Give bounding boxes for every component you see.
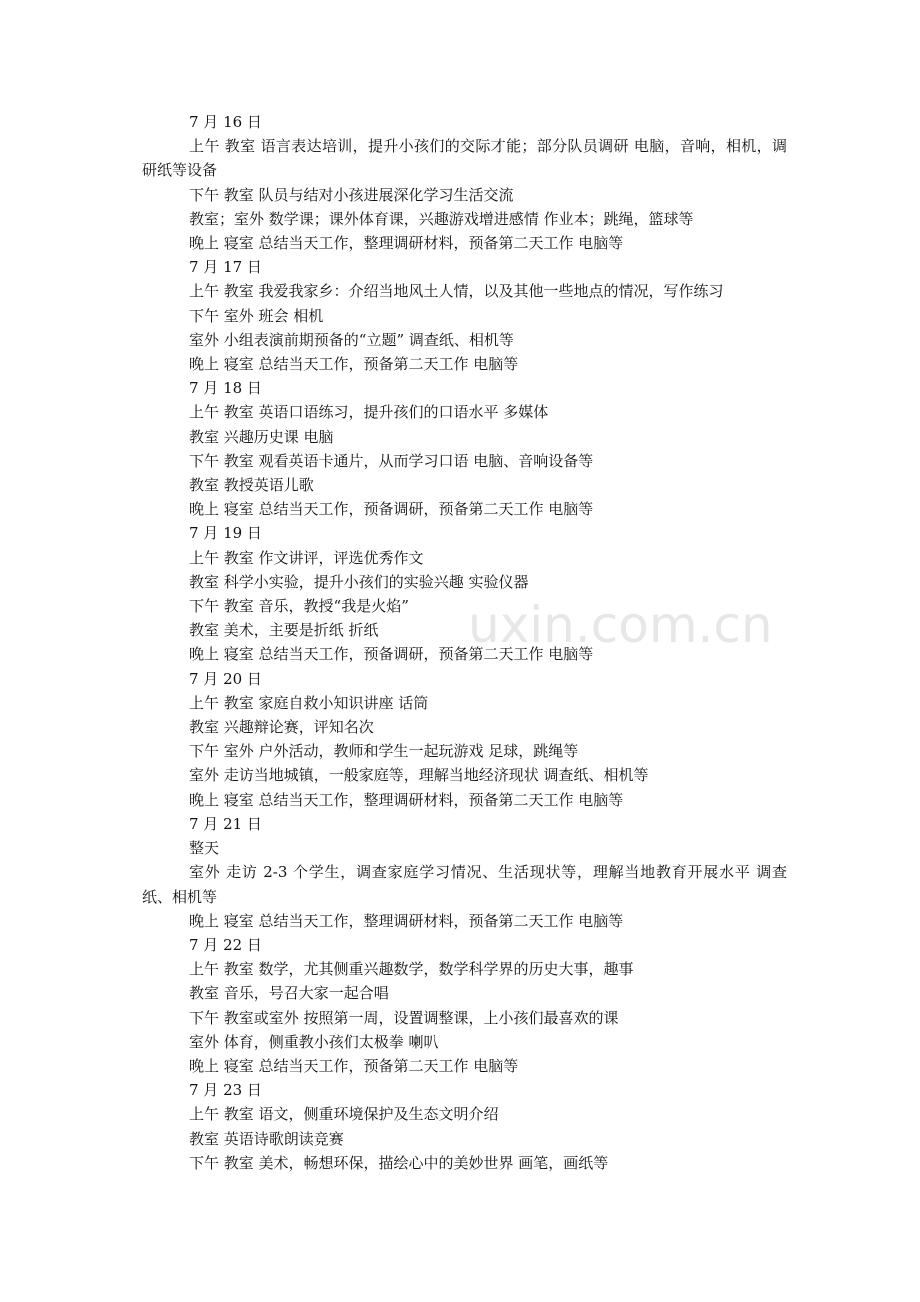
schedule-line: 下午 教室 队员与结对小孩进展深化学习生活交流 (189, 185, 514, 204)
date-heading: 7 月 18 日 (189, 379, 262, 398)
schedule-line: 教室 科学小实验，提升小孩们的实验兴趣 实验仪器 (189, 572, 529, 591)
schedule-line: 上午 教室 作文讲评，评选优秀作文 (189, 548, 424, 567)
schedule-line: 下午 室外 户外活动，教师和学生一起玩游戏 足球，跳绳等 (189, 742, 579, 761)
schedule-line: 室外 走访当地城镇，一般家庭等，理解当地经济现状 调查纸、相机等 (189, 766, 649, 785)
schedule-line: 教室；室外 数学课；课外体育课，兴趣游戏增进感情 作业本；跳绳，篮球等 (189, 209, 694, 228)
schedule-line: 晚上 寝室 总结当天工作，预备调研，预备第二天工作 电脑等 (189, 500, 594, 519)
schedule-line: 晚上 寝室 总结当天工作，整理调研材料，预备第二天工作 电脑等 (189, 234, 624, 253)
schedule-line: 晚上 寝室 总结当天工作，预备第二天工作 电脑等 (189, 355, 519, 374)
schedule-line: 上午 教室 数学，尤其侧重兴趣数学，数学科学界的历史大事，趣事 (189, 960, 634, 979)
schedule-line: 上午 教室 语言表达培训，提升小孩们的交际才能；部分队员调研 电脑，音响，相机，调研纸等设备 (142, 137, 787, 180)
schedule-line: 下午 教室 音乐，教授“我是火焰” (189, 597, 409, 616)
schedule-line: 晚上 寝室 总结当天工作，预备第二天工作 电脑等 (189, 1056, 519, 1075)
schedule-line: 教室 美术，主要是折纸 折纸 (189, 621, 379, 640)
schedule-line: 室外 小组表演前期预备的“立题” 调查纸、相机等 (189, 330, 514, 349)
schedule-line: 教室 音乐，号召大家一起合唱 (189, 984, 389, 1003)
date-heading: 7 月 21 日 (189, 814, 262, 833)
date-heading: 7 月 22 日 (189, 935, 262, 954)
date-heading: 7 月 20 日 (189, 669, 262, 688)
watermark-text: uxin.com.cn (468, 596, 773, 654)
schedule-line: 晚上 寝室 总结当天工作，整理调研材料，预备第二天工作 电脑等 (189, 790, 624, 809)
schedule-line: 晚上 寝室 总结当天工作，预备调研，预备第二天工作 电脑等 (189, 645, 594, 664)
date-heading: 7 月 17 日 (189, 258, 262, 277)
date-heading: 7 月 23 日 (189, 1081, 262, 1100)
date-heading: 7 月 19 日 (189, 524, 262, 543)
schedule-line: 下午 教室 美术，畅想环保，描绘心中的美妙世界 画笔，画纸等 (189, 1153, 609, 1172)
document-body (142, 110, 787, 1175)
schedule-line: 下午 室外 班会 相机 (189, 306, 324, 325)
schedule-line: 上午 教室 英语口语练习，提升孩们的口语水平 多媒体 (189, 403, 549, 422)
schedule-line: 整天 (189, 839, 220, 858)
schedule-line: 教室 英语诗歌朗读竞赛 (189, 1129, 344, 1148)
schedule-line: 上午 教室 家庭自救小知识讲座 话筒 (189, 693, 429, 712)
schedule-line: 室外 走访 2-3 个学生，调查家庭学习情况、生活现状等，理解当地教育开展水平 调查纸、相机等 (142, 863, 787, 906)
schedule-line: 下午 教室或室外 按照第一周，设置调整课，上小孩们最喜欢的课 (189, 1008, 619, 1027)
schedule-line: 下午 教室 观看英语卡通片，从而学习口语 电脑、音响设备等 (189, 451, 594, 470)
schedule-line: 教室 教授英语儿歌 (189, 476, 314, 495)
schedule-line: 教室 兴趣历史课 电脑 (189, 427, 334, 446)
schedule-line: 晚上 寝室 总结当天工作，整理调研材料，预备第二天工作 电脑等 (189, 911, 624, 930)
schedule-line: 上午 教室 我爱我家乡：介绍当地风土人情，以及其他一些地点的情况，写作练习 (189, 282, 724, 301)
date-heading: 7 月 16 日 (189, 113, 262, 131)
schedule-line: 教室 兴趣辩论赛，评知名次 (189, 718, 374, 737)
schedule-line: 室外 体育，侧重教小孩们太极拳 喇叭 (189, 1032, 439, 1051)
schedule-line: 上午 教室 语文，侧重环境保护及生态文明介绍 (189, 1105, 499, 1124)
